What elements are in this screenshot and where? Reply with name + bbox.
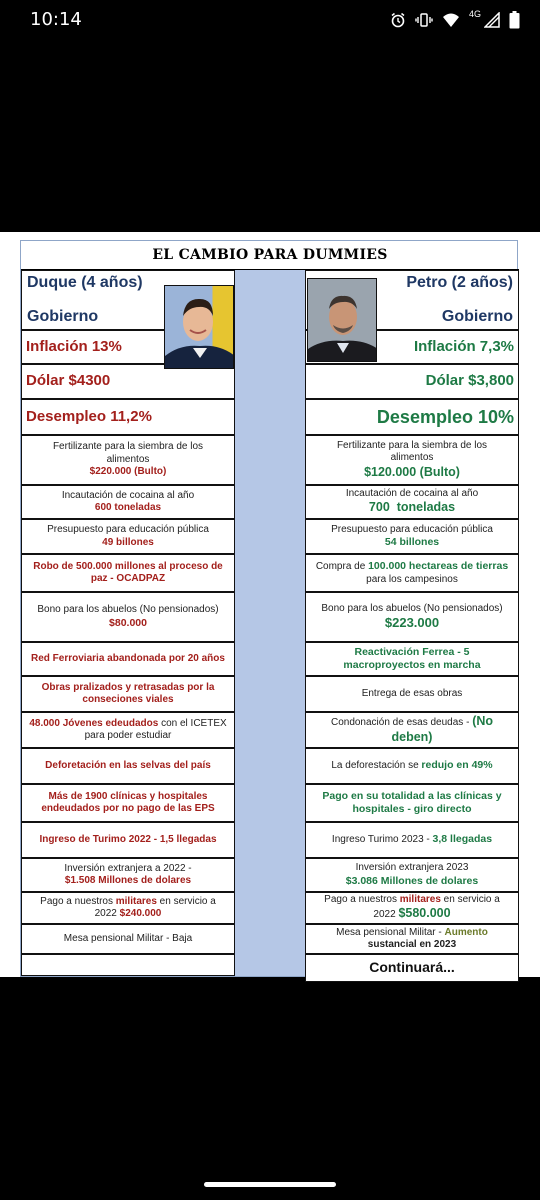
left-works-line1: Obras pralizados y retrasadas por la [41, 681, 215, 693]
left-military-highlight: militares [115, 895, 157, 907]
left-investment-line: Inversión extranjera a 2022 - [64, 862, 192, 874]
left-unemployment-text: Desempleo 11,2% [26, 407, 152, 425]
home-gesture-bar[interactable] [204, 1182, 336, 1187]
left-deforestation-text: Deforetación en las selvas del país [45, 759, 211, 771]
right-education-line: Presupuesto para educación pública [331, 523, 493, 535]
left-empty-cell [21, 954, 235, 976]
right-debt-forgiveness [305, 712, 519, 748]
alarm-icon [390, 12, 406, 28]
right-bonus [305, 592, 519, 642]
right-land-purchase [305, 554, 519, 592]
left-icetex [21, 712, 235, 748]
left-theft-line2: paz - OCADPAZ [90, 573, 166, 584]
right-debt-highlight: (No [472, 714, 494, 729]
right-works-text: Entrega de esas obras [361, 687, 463, 699]
right-pension-table [305, 924, 519, 954]
wifi-icon [442, 12, 460, 28]
vibrate-icon [415, 12, 433, 28]
left-clinics-line1: Más de 1900 clínicas y hospitales [48, 790, 208, 802]
left-tourism [21, 822, 235, 858]
right-continues [305, 954, 519, 982]
right-military-pay [305, 892, 519, 924]
right-cocaine [305, 485, 519, 519]
left-deforestation [21, 748, 235, 784]
left-fertilizer [21, 435, 235, 485]
right-investment-line: Inversión extranjera 2023 [355, 862, 469, 874]
left-railway-text: Red Ferroviaria abandonada por 20 años [31, 652, 225, 664]
right-works [305, 676, 519, 712]
status-icons [390, 9, 520, 31]
duque-portrait [164, 285, 234, 369]
right-land-part1: Compra de [315, 561, 369, 572]
right-clinic-line2: hospitales - giro directo [352, 803, 472, 815]
left-dollar [21, 364, 235, 399]
right-education-value: 54 billones [384, 536, 440, 549]
status-bar [0, 0, 540, 40]
right-investment [305, 858, 519, 892]
left-cocaine-value: 600 toneladas [94, 502, 162, 513]
right-bonus-value: $223.000 [384, 615, 440, 631]
left-investment-value: $1.508 Millones de dolares [64, 875, 192, 886]
right-pension-part1: Mesa pensional Militar - [336, 926, 445, 938]
right-clinic-payment [305, 784, 519, 822]
right-debt-part1: Condonación de esas deudas - [330, 717, 473, 729]
left-dollar-text: Dólar $4300 [26, 372, 111, 390]
right-education [305, 519, 519, 554]
right-fertilizer [305, 435, 519, 485]
right-cocaine-value: 700 toneladas [368, 500, 456, 515]
right-military-year: 2022 [373, 909, 399, 921]
battery-icon [509, 11, 520, 29]
left-fertilizer-line1: Fertilizante para la siembra de los [52, 441, 204, 453]
right-inflation-text: Inflación 7,3% [413, 337, 514, 355]
right-unemployment-text: Desempleo 10% [376, 406, 514, 427]
left-cocaine-line: Incautación de cocaina al año [61, 489, 195, 501]
left-cocaine [21, 485, 235, 519]
right-dollar-text: Dólar $3,800 [425, 372, 514, 390]
left-bonus [21, 592, 235, 642]
right-pension-highlight: Aumento [444, 926, 488, 938]
right-railway-line2: macroproyectos en marcha [343, 659, 481, 671]
right-deforestation-part1: La deforestación se [331, 760, 422, 772]
right-military-part1: Pago a nuestros [324, 893, 400, 905]
right-dollar [305, 364, 519, 399]
left-military-pay [21, 892, 235, 924]
left-icetex-highlight: 48.000 Jóvenes edeudados [29, 717, 159, 729]
right-railway-line1: Reactivación Ferrea - 5 [354, 645, 470, 658]
right-military-part3: en servicio a [440, 893, 500, 905]
left-fertilizer-line2: alimentos [106, 453, 150, 465]
left-military-part1: Pago a nuestros [40, 895, 116, 907]
right-tourism-part1: Ingreso Turimo 2023 - [331, 834, 433, 846]
right-bonus-line: Bono para los abuelos (No pensionados) [321, 602, 503, 614]
right-land-highlight: 100.000 hectareas de tierras [368, 560, 509, 572]
signal-icon [484, 12, 500, 28]
left-clinics [21, 784, 235, 822]
left-icetex-rest: con el ICETEX [158, 717, 227, 729]
left-theft [21, 554, 235, 592]
comparison-table [20, 240, 518, 977]
right-land-line2: para los campesinos [366, 573, 458, 585]
left-inflation-text: Inflación 13% [26, 337, 122, 355]
right-fertilizer-line2: alimentos [390, 452, 434, 464]
left-icetex-line2: para poder estudiar [84, 730, 172, 741]
petro-portrait [307, 278, 377, 362]
left-railway [21, 642, 235, 676]
right-header-name: Petro (2 años) [406, 274, 513, 291]
right-fertilizer-line1: Fertilizante para la siembra de los [336, 439, 488, 451]
right-deforestation-highlight: redujo en 49% [421, 759, 493, 772]
left-pension-text: Mesa pensional Militar - Baja [63, 932, 193, 944]
left-education-value: 49 billones [102, 536, 154, 548]
left-fertilizer-value: $220.000 (Bulto) [89, 466, 167, 478]
right-cocaine-line: Incautación de cocaina al año [345, 487, 479, 499]
right-debt-line2: deben) [391, 730, 433, 744]
right-investment-value: $3.086 Millones de dolares [345, 874, 479, 887]
right-continues-text: Continuará... [369, 959, 455, 976]
left-bonus-line: Bono para los abuelos (No pensionados) [37, 604, 219, 616]
left-pension-table [21, 924, 235, 954]
network-label: 4G [468, 9, 481, 19]
left-military-part3: en servicio a [156, 895, 216, 907]
left-works [21, 676, 235, 712]
right-unemployment [305, 399, 519, 435]
center-divider-band [235, 270, 305, 976]
left-works-line2: conseciones viales [82, 694, 174, 705]
left-military-year: 2022 [94, 908, 120, 919]
right-deforestation [305, 748, 519, 784]
status-time: 10:14 [30, 9, 82, 30]
left-header-label: Gobierno [27, 308, 99, 325]
left-investment [21, 858, 235, 892]
left-military-value: $240.000 [119, 908, 162, 919]
left-tourism-text: Ingreso de Turimo 2022 - 1,5 llegadas [39, 833, 217, 845]
right-military-highlight: militares [399, 893, 441, 905]
left-education [21, 519, 235, 554]
left-clinics-line2: endeudados por no pago de las EPS [41, 803, 215, 814]
right-header-label: Gobierno [441, 308, 513, 325]
shared-image[interactable] [0, 232, 540, 977]
right-pension-line2: sustancial en 2023 [367, 939, 457, 950]
left-unemployment [21, 399, 235, 435]
right-tourism-highlight: 3,8 llegadas [432, 833, 493, 846]
left-theft-line1: Robo de 500.000 millones al proceso de [33, 560, 223, 572]
right-clinic-line1: Pago en su totalidad a las clínicas y [322, 789, 502, 802]
left-bonus-value: $80.000 [109, 616, 147, 629]
right-railway [305, 642, 519, 676]
left-header-name: Duque (4 años) [27, 274, 143, 291]
left-education-line: Presupuesto para educación pública [47, 524, 209, 535]
right-military-value: $580.000 [398, 906, 451, 921]
right-tourism [305, 822, 519, 858]
table-title: EL CAMBIO PARA DUMMIES [21, 241, 519, 270]
right-fertilizer-value: $120.000 (Bulto) [364, 464, 460, 479]
